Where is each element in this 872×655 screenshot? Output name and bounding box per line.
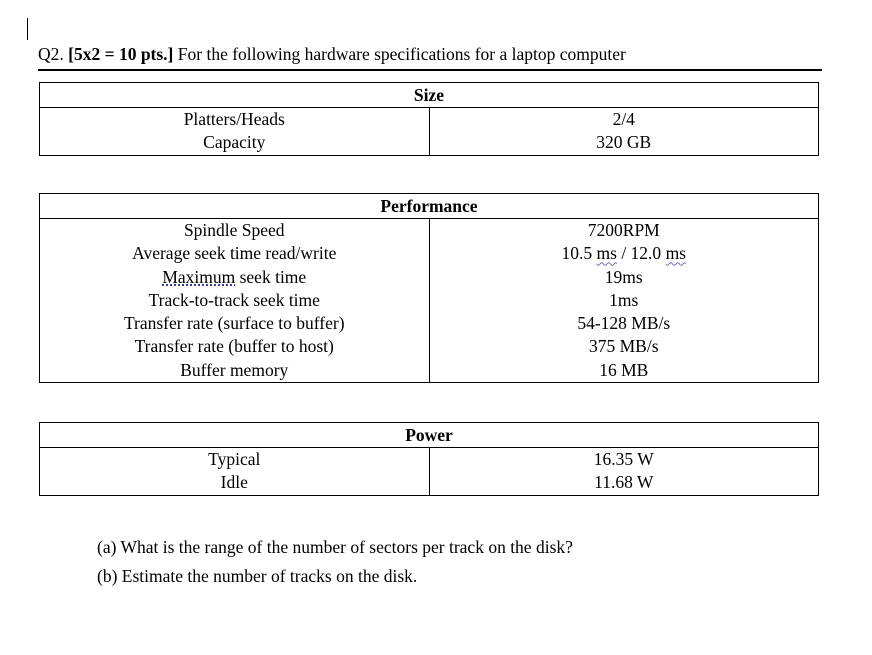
performance-value: 54-128 MB/s (577, 313, 671, 334)
performance-table-title: Performance (40, 194, 819, 219)
performance-value-average-seek (430, 242, 819, 265)
question-text: For the following hardware specifications for a laptop computer (177, 44, 626, 64)
power-label: Typical (208, 449, 261, 469)
performance-label: Average seek time read/write (132, 243, 337, 264)
performance-label-maximum (40, 266, 429, 289)
subquestions (97, 533, 573, 591)
performance-labels-cell (40, 219, 430, 383)
question-points: [5x2 = 10 pts.] (68, 44, 174, 64)
avg-seek-write: / 12.0 (616, 243, 666, 264)
spellcheck-maximum: Maximum (162, 266, 236, 287)
performance-value: 19ms (604, 266, 643, 287)
subquestion-a: (a) What is the range of the number of sectors per track on the disk? (97, 537, 573, 557)
size-value: 320 GB (596, 132, 652, 153)
performance-value: 375 MB/s (588, 336, 659, 357)
performance-table (39, 193, 819, 383)
performance-label: Transfer rate (surface to buffer) (123, 313, 345, 334)
performance-label: Transfer rate (buffer to host) (134, 336, 334, 357)
power-labels-cell (40, 448, 430, 496)
performance-values-cell (429, 219, 819, 383)
spellcheck-ms: ms (596, 243, 617, 264)
size-label: Capacity (203, 132, 266, 153)
subquestion-b: (b) Estimate the number of tracks on the disk. (97, 566, 418, 586)
power-label: Idle (220, 472, 248, 493)
performance-label: Spindle Speed (183, 220, 285, 240)
power-table-title: Power (40, 423, 819, 448)
size-table-title: Size (40, 83, 819, 108)
text-cursor (27, 18, 28, 40)
performance-label: Track-to-track seek time (148, 289, 320, 310)
performance-value: 1ms (609, 289, 639, 310)
spellcheck-ms: ms (665, 243, 686, 264)
heading-rule (38, 69, 822, 71)
size-label: Platters/Heads (183, 109, 285, 129)
power-values-cell (429, 448, 819, 496)
performance-value: 16 MB (599, 359, 649, 380)
avg-seek-read: 10.5 (561, 243, 597, 264)
power-value: 11.68 W (594, 472, 654, 493)
power-table (39, 422, 819, 496)
power-value: 16.35 W (593, 449, 654, 469)
size-values-cell (429, 108, 819, 156)
performance-label-rest: seek time (235, 266, 307, 287)
size-value: 2/4 (612, 109, 635, 129)
size-labels-cell (40, 108, 430, 156)
question-heading (38, 43, 822, 65)
performance-value: 7200RPM (587, 220, 660, 240)
question-number: Q2. (38, 44, 64, 64)
performance-label: Buffer memory (180, 359, 289, 380)
size-table (39, 82, 819, 156)
